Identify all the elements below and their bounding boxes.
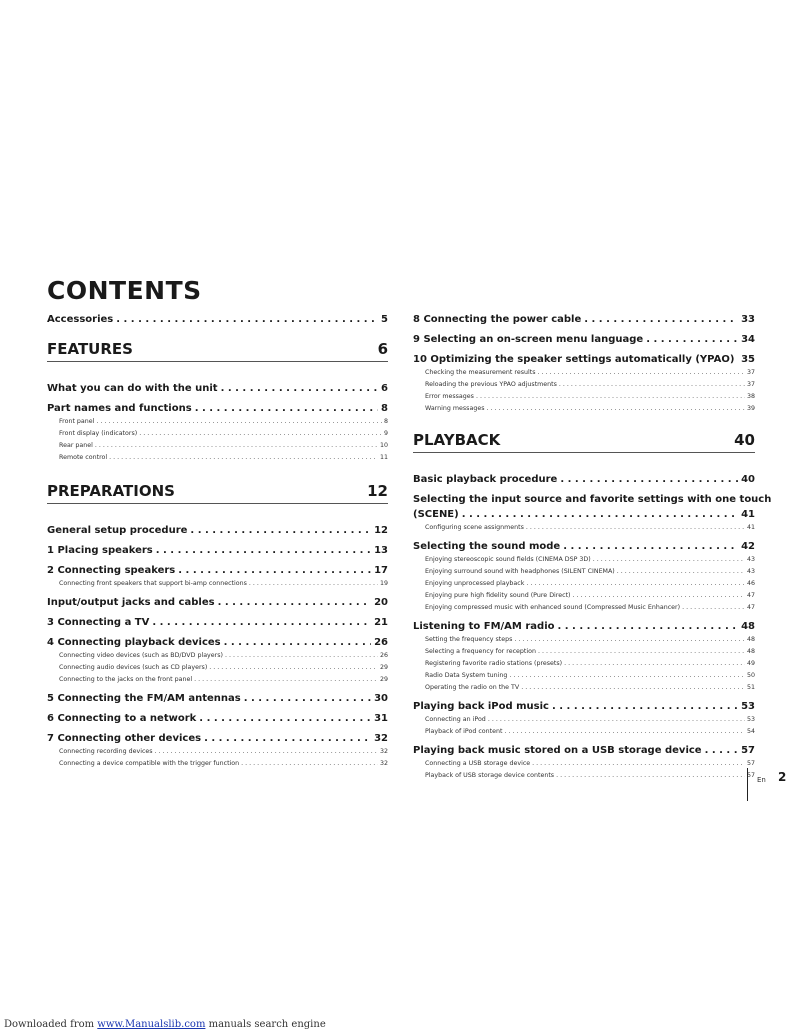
toc-subentry-page: 50 — [746, 672, 755, 679]
toc-subentry-page: 51 — [746, 684, 755, 691]
toc-entry-wrap-line[interactable]: Selecting the input source and favorite settings with one touch — [413, 494, 772, 505]
toc-subentry[interactable] — [413, 634, 755, 646]
toc-entry-title: Playing back iPod music — [413, 701, 549, 712]
dot-leader — [249, 578, 378, 590]
toc-entry[interactable] — [413, 744, 755, 758]
toc-entry[interactable] — [413, 333, 755, 347]
toc-entry-title: Input/output jacks and cables — [47, 597, 215, 608]
toc-entry-page: 33 — [741, 314, 755, 325]
toc-subentry-title: Enjoying stereoscopic sound fields (CINEMA DSP 3D) — [425, 556, 591, 563]
dot-leader — [199, 712, 371, 726]
toc-subentry-page: 39 — [746, 405, 755, 412]
toc-subentry[interactable] — [413, 590, 755, 602]
toc-subentry-title: Connecting audio devices (such as CD players) — [59, 664, 208, 671]
dot-leader — [617, 566, 745, 578]
toc-subentry-page: 29 — [379, 664, 388, 671]
dot-leader — [462, 508, 738, 522]
dot-leader — [244, 692, 371, 706]
toc-entry-title: Playing back music stored on a USB storage device — [413, 745, 702, 756]
toc-subentry[interactable] — [413, 391, 755, 403]
page-number: 2 — [778, 770, 787, 784]
toc-entry-title: 1 Placing speakers — [47, 545, 153, 556]
download-notice — [4, 1019, 326, 1030]
dot-leader — [737, 353, 738, 367]
toc-subentry[interactable] — [413, 367, 755, 379]
toc-subentry-title: Connecting video devices (such as BD/DVD players) — [59, 652, 223, 659]
toc-subentry-page: 37 — [746, 381, 755, 388]
dot-leader — [560, 473, 738, 487]
toc-subentry-title: Radio Data System tuning — [425, 672, 508, 679]
dot-leader — [194, 674, 378, 686]
dot-leader — [241, 758, 378, 770]
toc-entry-page: 34 — [741, 334, 755, 345]
toc-entry-title: 9 Selecting an on-screen menu language — [413, 334, 644, 345]
manualslib-link[interactable]: www.Manualslib.com — [97, 1019, 206, 1030]
toc-entry[interactable] — [47, 564, 388, 578]
toc-subentry-title: Selecting a frequency for reception — [425, 648, 536, 655]
toc-subentry-page: 47 — [746, 592, 755, 599]
toc-subentry[interactable] — [413, 658, 755, 670]
toc-subentry-title: Checking the measurement results — [425, 369, 536, 376]
toc-subentry-page: 49 — [746, 660, 755, 667]
toc-subentry-title: Configuring scene assignments — [425, 524, 524, 531]
toc-entry[interactable] — [413, 540, 755, 554]
toc-subentry[interactable] — [47, 674, 388, 686]
dot-leader — [682, 602, 745, 614]
toc-subentry-title: Connecting a USB storage device — [425, 760, 531, 767]
toc-entry-title: 7 Connecting other devices — [47, 733, 202, 744]
toc-subentry[interactable] — [47, 428, 388, 440]
section-title: PREPARATIONS — [47, 482, 175, 500]
toc-subentry-title: Connecting an iPod — [425, 716, 486, 723]
toc-subentry-title: Playback of iPod content — [425, 728, 503, 735]
section-page: 12 — [367, 482, 388, 500]
toc-subentry[interactable] — [413, 726, 755, 738]
toc-subentry-page: 38 — [746, 393, 755, 400]
toc-entry[interactable] — [47, 636, 388, 650]
toc-entry-title: General setup procedure — [47, 525, 188, 536]
toc-entry-title: 6 Connecting to a network — [47, 713, 197, 724]
toc-subentry-title: Operating the radio on the TV — [425, 684, 520, 691]
dot-leader — [514, 634, 745, 646]
toc-entry-page: 30 — [374, 693, 388, 704]
toc-subentry-title: Front panel — [59, 418, 95, 425]
toc-subentry-page: 32 — [379, 748, 388, 755]
toc-entry[interactable] — [413, 620, 755, 634]
toc-entry[interactable] — [47, 402, 388, 416]
toc-subentry-page: 10 — [379, 442, 388, 449]
dot-leader — [139, 428, 382, 440]
toc-entry[interactable] — [47, 732, 388, 746]
toc-entry-page: 48 — [741, 621, 755, 632]
toc-entry-page: 40 — [741, 474, 755, 485]
toc-entry[interactable] — [47, 616, 388, 630]
toc-subentry-page: 29 — [379, 676, 388, 683]
dot-leader — [95, 440, 378, 452]
toc-subentry-title: Setting the frequency steps — [425, 636, 513, 643]
toc-subentry-title: Playback of USB storage device contents — [425, 772, 555, 779]
toc-subentry-page: 48 — [746, 648, 755, 655]
toc-entry-title: 8 Connecting the power cable — [413, 314, 582, 325]
toc-entry[interactable] — [413, 473, 755, 487]
toc-entry[interactable] — [47, 382, 388, 396]
toc-subentry-title: Remote control — [59, 454, 108, 461]
toc-subentry[interactable] — [413, 714, 755, 726]
toc-subentry-page: 53 — [746, 716, 755, 723]
download-suffix: manuals search engine — [208, 1019, 326, 1030]
section-page: 40 — [734, 431, 755, 449]
toc-entry-title: 2 Connecting speakers — [47, 565, 176, 576]
toc-subentry-title: Error messages — [425, 393, 474, 400]
section-page: 6 — [377, 340, 388, 358]
section-header — [413, 431, 755, 453]
toc-subentry[interactable] — [413, 554, 755, 566]
section-header — [47, 340, 388, 362]
toc-subentry-page: 9 — [383, 430, 388, 437]
toc-subentry-page: 57 — [746, 772, 755, 779]
toc-entry-title: Accessories — [47, 314, 114, 325]
toc-subentry[interactable] — [413, 602, 755, 614]
toc-subentry[interactable] — [413, 578, 755, 590]
toc-entry-page: 31 — [374, 713, 388, 724]
toc-subentry[interactable] — [47, 578, 388, 590]
dot-leader — [195, 402, 378, 416]
dot-leader — [573, 590, 745, 602]
dot-leader — [526, 578, 745, 590]
toc-subentry-title: Rear panel — [59, 442, 93, 449]
toc-entry-page: 13 — [374, 545, 388, 556]
dot-leader — [504, 726, 745, 738]
toc-entry-page: 21 — [374, 617, 388, 628]
dot-leader — [209, 662, 378, 674]
toc-entry-page: 17 — [374, 565, 388, 576]
toc-subentry-title: Connecting a device compatible with the trigger function — [59, 760, 240, 767]
page-title: CONTENTS — [47, 276, 202, 305]
dot-leader — [488, 714, 745, 726]
toc-entry-title: Part names and functions — [47, 403, 192, 414]
toc-entry-title: 5 Connecting the FM/AM antennas — [47, 693, 241, 704]
toc-entry-title: Selecting the sound mode — [413, 541, 561, 552]
dot-leader — [537, 367, 745, 379]
toc-subentry[interactable] — [47, 662, 388, 674]
toc-subentry[interactable] — [47, 452, 388, 464]
dot-leader — [593, 554, 745, 566]
toc-subentry-page: 8 — [383, 418, 388, 425]
toc-entry-page: 41 — [741, 509, 755, 520]
dot-leader — [521, 682, 745, 694]
dot-leader — [221, 382, 378, 396]
dot-leader — [584, 313, 738, 327]
toc-subentry[interactable] — [413, 522, 755, 534]
dot-leader — [646, 333, 738, 347]
toc-entry-title: Listening to FM/AM radio — [413, 621, 555, 632]
toc-subentry-page: 11 — [379, 454, 388, 461]
toc-subentry-title: Reloading the previous YPAO adjustments — [425, 381, 557, 388]
dot-leader — [152, 616, 371, 630]
dot-leader — [559, 379, 745, 391]
footer-divider — [747, 768, 748, 801]
dot-leader — [109, 452, 378, 464]
toc-entry-page: 32 — [374, 733, 388, 744]
toc-subentry-page: 57 — [746, 760, 755, 767]
toc-subentry-page: 54 — [746, 728, 755, 735]
dot-leader — [225, 650, 378, 662]
dot-leader — [96, 416, 382, 428]
toc-entry[interactable] — [47, 544, 388, 558]
toc-entry[interactable] — [47, 313, 388, 327]
toc-entry-page: 42 — [741, 541, 755, 552]
toc-entry-title: 10 Optimizing the speaker settings automatically (YPAO) — [413, 354, 735, 365]
toc-left-column — [47, 311, 388, 770]
toc-subentry[interactable] — [47, 650, 388, 662]
dot-leader — [218, 596, 372, 610]
dot-leader — [224, 636, 371, 650]
toc-subentry[interactable] — [47, 758, 388, 770]
toc-subentry[interactable] — [47, 440, 388, 452]
toc-entry[interactable] — [413, 700, 755, 714]
toc-subentry[interactable] — [413, 682, 755, 694]
toc-entry-title: Basic playback procedure — [413, 474, 558, 485]
toc-entry-title: (SCENE) — [413, 509, 459, 520]
toc-entry-page: 20 — [374, 597, 388, 608]
toc-subentry-title: Warning messages — [425, 405, 485, 412]
toc-entry[interactable] — [47, 524, 388, 538]
toc-subentry[interactable] — [413, 758, 755, 770]
toc-entry-title: 4 Connecting playback devices — [47, 637, 221, 648]
toc-subentry-page: 43 — [746, 556, 755, 563]
toc-entry-page: 57 — [741, 745, 755, 756]
dot-leader — [116, 313, 378, 327]
toc-entry[interactable] — [413, 508, 755, 522]
dot-leader — [190, 524, 371, 538]
toc-entry-title: What you can do with the unit — [47, 383, 218, 394]
toc-entry-page: 35 — [741, 354, 755, 365]
toc-subentry-page: 19 — [379, 580, 388, 587]
toc-subentry-page: 26 — [379, 652, 388, 659]
toc-entry[interactable] — [47, 692, 388, 706]
toc-subentry[interactable] — [413, 670, 755, 682]
toc-subentry-page: 46 — [746, 580, 755, 587]
dot-leader — [476, 391, 745, 403]
toc-subentry-page: 48 — [746, 636, 755, 643]
toc-entry[interactable] — [413, 313, 755, 327]
dot-leader — [538, 646, 745, 658]
toc-entry-page: 5 — [381, 314, 388, 325]
toc-subentry-title: Connecting front speakers that support bi-amp connections — [59, 580, 247, 587]
toc-subentry-title: Enjoying unprocessed playback — [425, 580, 525, 587]
toc-subentry-page: 32 — [379, 760, 388, 767]
dot-leader — [526, 522, 745, 534]
toc-subentry-title: Connecting to the jacks on the front panel — [59, 676, 193, 683]
section-title: FEATURES — [47, 340, 133, 358]
toc-subentry-page: 43 — [746, 568, 755, 575]
section-header — [47, 482, 388, 504]
toc-subentry[interactable] — [413, 379, 755, 391]
toc-subentry[interactable] — [47, 416, 388, 428]
dot-leader — [532, 758, 745, 770]
toc-subentry-title: Connecting recording devices — [59, 748, 153, 755]
toc-subentry-page: 37 — [746, 369, 755, 376]
dot-leader — [155, 746, 378, 758]
dot-leader — [204, 732, 371, 746]
dot-leader — [552, 700, 738, 714]
toc-subentry[interactable] — [413, 403, 755, 415]
toc-subentry[interactable] — [47, 746, 388, 758]
dot-leader — [705, 744, 738, 758]
dot-leader — [178, 564, 371, 578]
dot-leader — [509, 670, 745, 682]
toc-entry-title: 3 Connecting a TV — [47, 617, 150, 628]
toc-entry[interactable] — [47, 712, 388, 726]
section-title: PLAYBACK — [413, 431, 501, 449]
dot-leader — [558, 620, 739, 634]
toc-entry-page: 6 — [381, 383, 388, 394]
toc-entry[interactable] — [413, 353, 755, 367]
toc-entry-page: 26 — [374, 637, 388, 648]
toc-entry-page: 8 — [381, 403, 388, 414]
dot-leader — [563, 540, 738, 554]
toc-subentry-title: Enjoying compressed music with enhanced sound (Compressed Music Enhancer) — [425, 604, 681, 611]
toc-entry-page: 53 — [741, 701, 755, 712]
toc-subentry-title: Enjoying pure high fidelity sound (Pure Direct) — [425, 592, 571, 599]
dot-leader — [564, 658, 745, 670]
toc-right-column — [413, 311, 772, 782]
toc-subentry[interactable] — [413, 646, 755, 658]
dot-leader — [556, 770, 745, 782]
toc-subentry[interactable] — [413, 566, 755, 578]
toc-subentry-page: 47 — [746, 604, 755, 611]
toc-subentry-page: 41 — [746, 524, 755, 531]
download-prefix: Downloaded from — [4, 1019, 95, 1030]
toc-entry-page: 12 — [374, 525, 388, 536]
toc-entry[interactable] — [47, 596, 388, 610]
dot-leader — [486, 403, 745, 415]
dot-leader — [156, 544, 371, 558]
toc-subentry-title: Enjoying surround sound with headphones (SILENT CINEMA) — [425, 568, 615, 575]
toc-subentry-title: Registering favorite radio stations (presets) — [425, 660, 563, 667]
toc-subentry[interactable] — [413, 770, 755, 782]
toc-subentry-title: Front display (indicators) — [59, 430, 138, 437]
language-label: En — [757, 776, 766, 784]
